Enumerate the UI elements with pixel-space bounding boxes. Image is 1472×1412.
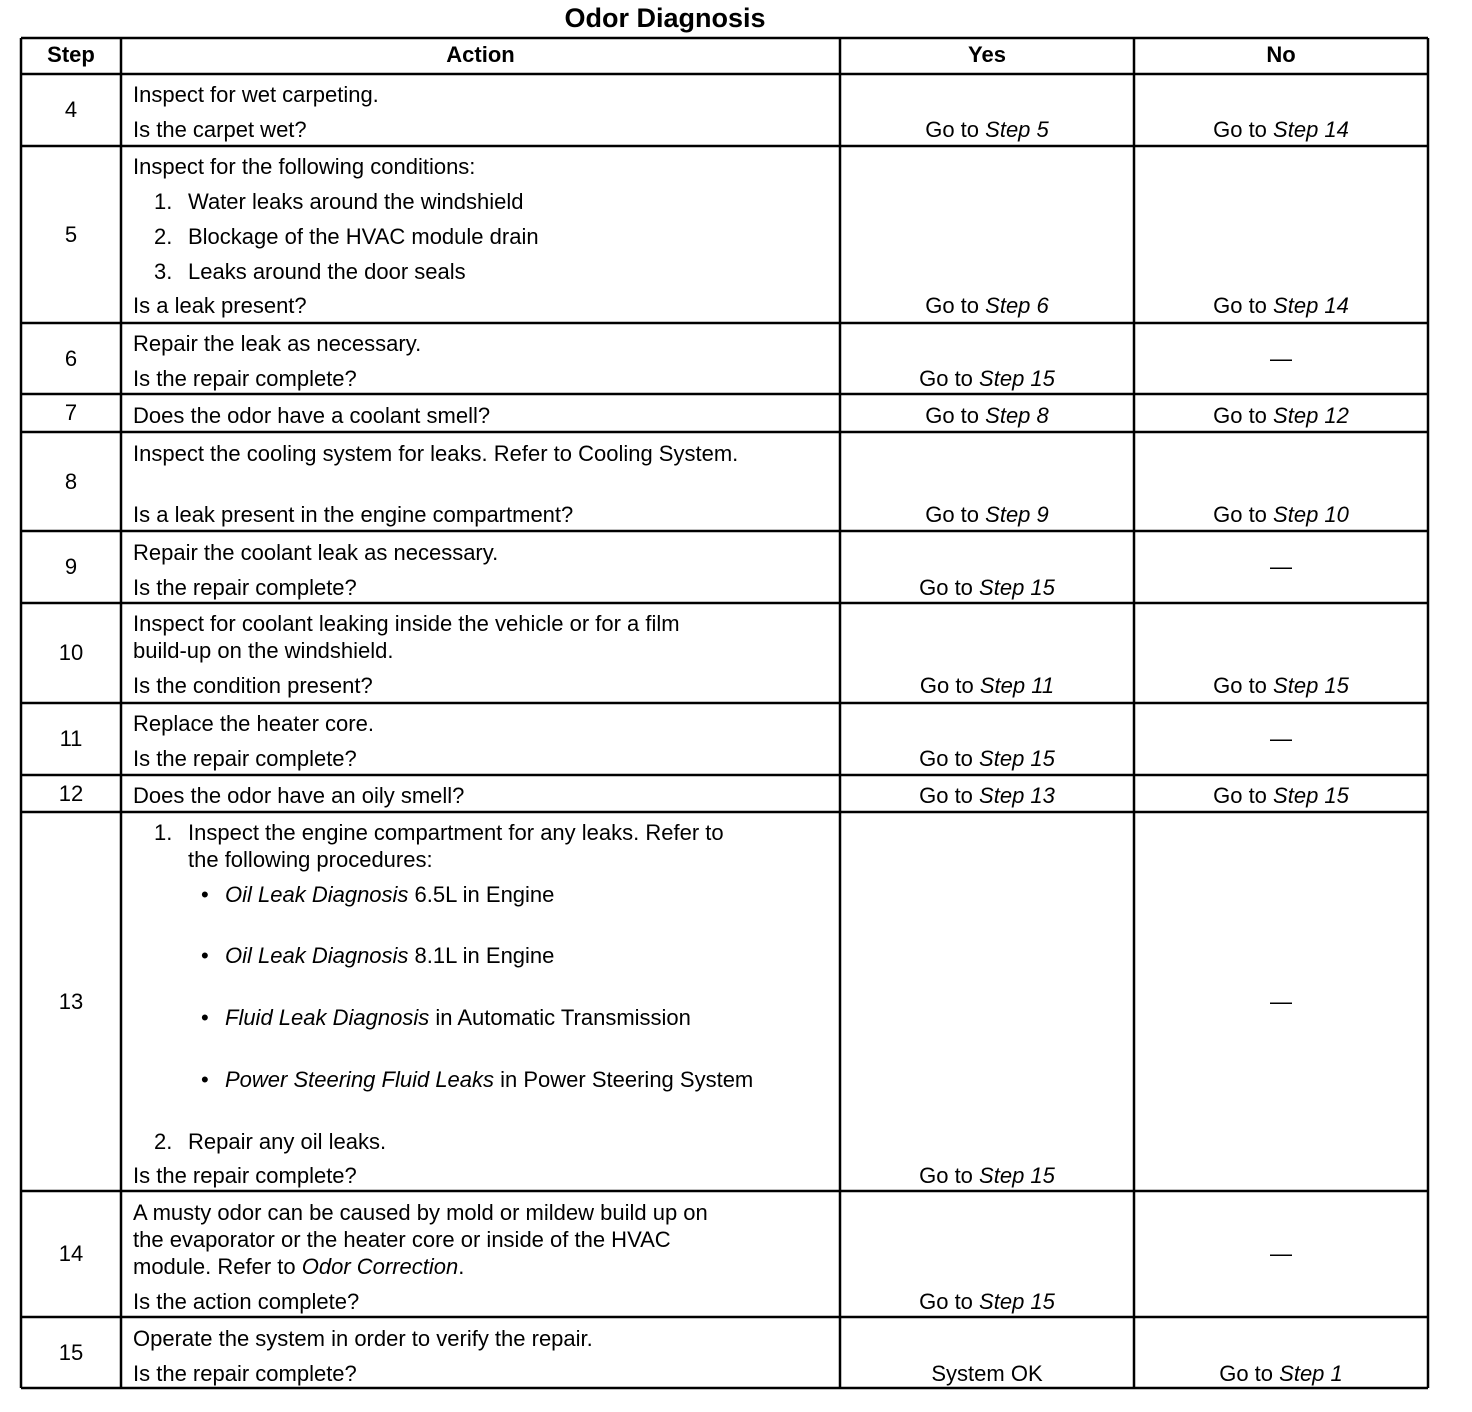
list-item-text: Water leaks around the windshield [188, 189, 524, 214]
no-goto [1134, 502, 1428, 528]
goto-step-reference: Step 11 [979, 673, 1055, 698]
goto-step-reference: Step 5 [985, 117, 1049, 142]
goto-step-reference: Step 8 [985, 403, 1049, 428]
action-text: Repair the coolant leak as necessary. [133, 540, 499, 565]
action-question: Does the odor have a coolant smell? [133, 403, 491, 428]
action-text: Inspect for coolant leaking inside the vehicle or for a film [133, 611, 680, 636]
bullet-mark: • [201, 882, 209, 907]
bullet-mark: • [201, 1067, 209, 1092]
no-goto [1134, 673, 1428, 699]
action-text: Inspect for wet carpeting. [133, 82, 379, 107]
action-text: Inspect the cooling system for leaks. Refer to Cooling System. [133, 441, 739, 466]
procedure-link: Power Steering Fluid Leaks [225, 1067, 495, 1092]
step-number: 4 [64, 97, 78, 122]
list-item-text: the following procedures: [188, 847, 433, 872]
no-goto [1134, 117, 1428, 143]
step-number: 8 [64, 469, 78, 494]
procedure-reference [225, 1005, 691, 1031]
action-text-part: . [458, 1254, 465, 1279]
list-item-text: Blockage of the HVAC module drain [188, 224, 539, 249]
list-number: 1. [154, 820, 173, 845]
yes-goto [840, 1289, 1134, 1315]
column-header-step: Step [47, 42, 95, 67]
page-title: Odor Diagnosis [564, 3, 766, 33]
action-question: Is the repair complete? [133, 746, 357, 771]
goto-step-reference: Step 15 [979, 575, 1055, 600]
column-header-no: No [1266, 42, 1296, 67]
goto-step-reference: Step 14 [1273, 117, 1349, 142]
action-question: Is the repair complete? [133, 1163, 357, 1188]
list-number: 2. [154, 1129, 173, 1154]
action-question: Is the carpet wet? [133, 117, 307, 142]
no-none: — [1270, 989, 1292, 1014]
column-header-yes: Yes [968, 42, 1006, 67]
goto-prefix: Go to [919, 575, 973, 600]
procedure-reference [225, 882, 554, 908]
step-number: 13 [58, 989, 84, 1014]
goto-step-reference: Step 1 [1279, 1361, 1343, 1386]
action-text-part: module. Refer to [133, 1254, 302, 1279]
goto-step-reference: Step 14 [1273, 293, 1349, 318]
action-text: the evaporator or the heater core or inside of the HVAC [133, 1227, 671, 1252]
yes-goto [840, 1163, 1134, 1189]
action-text: build-up on the windshield. [133, 638, 394, 663]
step-number: 12 [58, 781, 84, 806]
step-number: 15 [58, 1340, 84, 1365]
goto-prefix: Go to [919, 1163, 973, 1188]
action-question: Is the condition present? [133, 673, 373, 698]
action-text: Operate the system in order to verify the repair. [133, 1326, 593, 1351]
goto-prefix: Go to [1213, 117, 1267, 142]
list-number: 2. [154, 224, 173, 249]
goto-step-reference: Step 15 [979, 1289, 1055, 1314]
action-text: Inspect for the following conditions: [133, 154, 476, 179]
list-number: 1. [154, 189, 173, 214]
action-question: Is the repair complete? [133, 366, 357, 391]
no-none: — [1270, 346, 1292, 371]
step-number: 7 [64, 400, 78, 425]
yes-goto [840, 783, 1134, 809]
no-goto [1134, 1361, 1428, 1387]
step-number: 10 [58, 640, 84, 665]
goto-step-reference: Step 13 [979, 783, 1055, 808]
step-number: 14 [58, 1241, 84, 1266]
action-question: Is the repair complete? [133, 575, 357, 600]
goto-step-reference: Step 15 [1273, 783, 1349, 808]
goto-prefix: Go to [1213, 293, 1267, 318]
step-number: 11 [59, 726, 83, 751]
procedure-link: Oil Leak Diagnosis [225, 943, 409, 968]
procedure-reference [225, 943, 554, 969]
bullet-mark: • [201, 1005, 209, 1030]
yes-goto [840, 366, 1134, 392]
step-number: 9 [64, 554, 78, 579]
step-number: 6 [64, 346, 78, 371]
procedure-location: in Power Steering System [494, 1067, 754, 1092]
goto-prefix: Go to [919, 673, 974, 698]
document-reference: Odor Correction [301, 1254, 459, 1279]
yes-goto [840, 673, 1134, 699]
goto-prefix: Go to [925, 403, 980, 428]
goto-step-reference: Step 15 [1273, 673, 1349, 698]
goto-prefix: Go to [919, 746, 973, 771]
step-number: 5 [64, 222, 78, 247]
procedure-reference [225, 1067, 753, 1093]
goto-step-reference: Step 6 [985, 293, 1049, 318]
yes-goto [840, 575, 1134, 601]
action-text: Repair the leak as necessary. [133, 331, 422, 356]
goto-prefix: Go to [919, 1289, 973, 1314]
no-goto [1134, 783, 1428, 809]
goto-prefix: Go to [1213, 783, 1267, 808]
procedure-location: 6.5L in Engine [408, 882, 555, 907]
no-goto [1134, 293, 1428, 319]
goto-step-reference: Step 15 [979, 366, 1055, 391]
procedure-link: Oil Leak Diagnosis [225, 882, 409, 907]
list-item-text: Leaks around the door seals [188, 259, 466, 284]
action-text: Replace the heater core. [133, 711, 374, 736]
no-none: — [1270, 1241, 1292, 1266]
goto-prefix: Go to [925, 117, 980, 142]
goto-prefix: Go to [1213, 502, 1267, 527]
goto-step-reference: Step 15 [979, 746, 1055, 771]
action-question: Is the action complete? [133, 1289, 360, 1314]
goto-step-reference: Step 12 [1273, 403, 1349, 428]
no-none: — [1270, 554, 1292, 579]
yes-goto [840, 117, 1134, 143]
yes-goto [840, 293, 1134, 319]
goto-prefix: Go to [1213, 673, 1267, 698]
column-header-action: Action [446, 42, 515, 67]
list-item-text: Inspect the engine compartment for any leaks. Refer to [188, 820, 724, 845]
no-goto [1134, 403, 1428, 429]
yes-goto [840, 502, 1134, 528]
goto-step-reference: Step 15 [979, 1163, 1055, 1188]
list-item-text: Repair any oil leaks. [188, 1129, 387, 1154]
procedure-location: in Automatic Transmission [429, 1005, 691, 1030]
goto-prefix: Go to [1219, 1361, 1274, 1386]
yes-goto [840, 403, 1134, 429]
action-question: Is a leak present in the engine compartment? [133, 502, 574, 527]
action-text: A musty odor can be caused by mold or mildew build up on [133, 1200, 708, 1225]
action-question: Is the repair complete? [133, 1361, 357, 1386]
procedure-location: 8.1L in Engine [408, 943, 555, 968]
goto-prefix: Go to [919, 366, 973, 391]
goto-prefix: Go to [919, 783, 973, 808]
no-none: — [1270, 726, 1292, 751]
goto-step-reference: Step 10 [1273, 502, 1349, 527]
action-question: Is a leak present? [133, 293, 307, 318]
goto-prefix: Go to [1213, 403, 1267, 428]
goto-prefix: Go to [925, 293, 980, 318]
goto-step-reference: Step 9 [985, 502, 1049, 527]
procedure-link: Fluid Leak Diagnosis [225, 1005, 430, 1030]
action-text [133, 1254, 464, 1280]
action-question: Does the odor have an oily smell? [133, 783, 465, 808]
yes-result: System OK [931, 1361, 1043, 1386]
yes-goto [840, 746, 1134, 772]
goto-prefix: Go to [925, 502, 980, 527]
bullet-mark: • [201, 943, 209, 968]
list-number: 3. [154, 259, 173, 284]
